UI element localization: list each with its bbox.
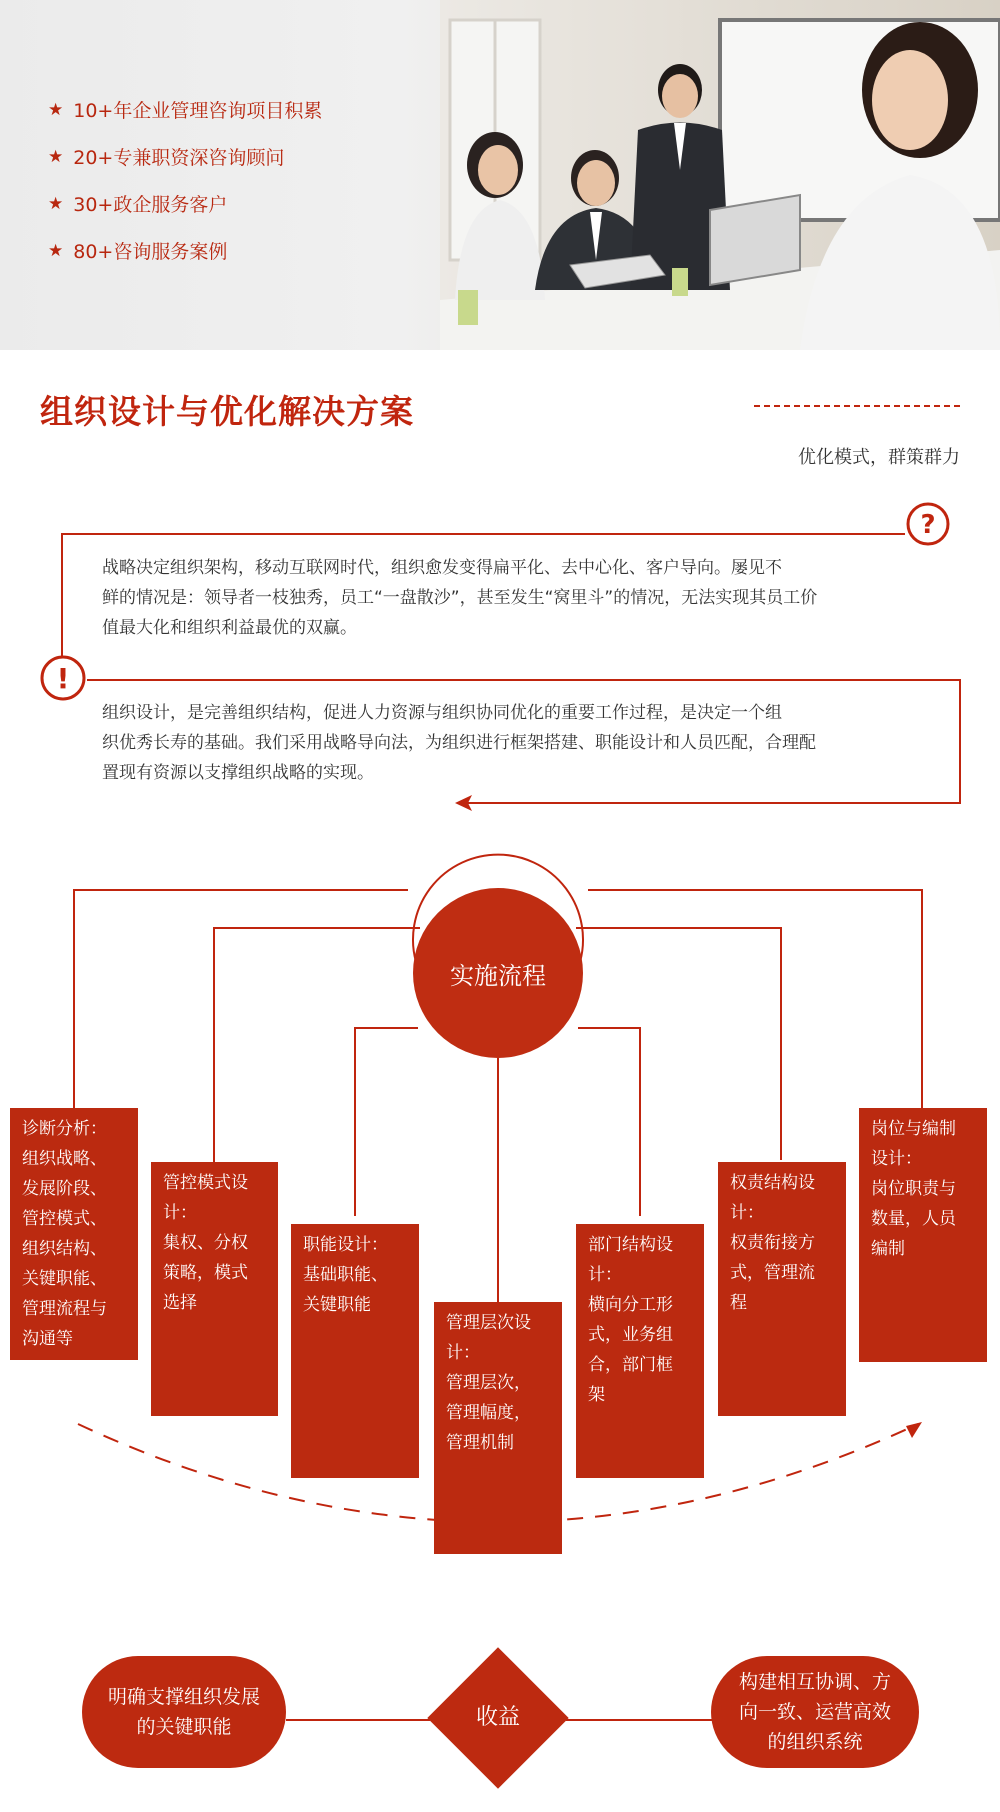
flow-step-department-structure: [576, 1224, 704, 1478]
process-center-circle: 实施流程: [413, 888, 583, 1058]
step-line: 架: [588, 1385, 605, 1405]
step-line: 合，部门框: [588, 1355, 673, 1375]
question-mark-icon: [908, 504, 948, 544]
hero-stat-text: 10+年企业管理咨询项目积累: [73, 100, 323, 122]
svg-text:!: !: [56, 662, 70, 695]
step-line: 式，业务组: [588, 1325, 673, 1345]
step-line: 选择: [163, 1293, 197, 1313]
step-line: 管控模式、: [22, 1209, 107, 1229]
star-icon: ★: [48, 99, 64, 120]
step-line: 式，管理流: [730, 1263, 815, 1283]
step-line: 计：: [446, 1343, 480, 1363]
step-line: 组织战略、: [22, 1149, 107, 1169]
step-line: 岗位与编制: [871, 1119, 956, 1139]
flow-step-management-levels: [434, 1302, 562, 1554]
step-line: 计：: [588, 1265, 622, 1285]
step-line: 沟通等: [22, 1329, 73, 1349]
section-title: 组织设计与优化解决方案: [40, 392, 414, 431]
benefit-line: 的关键职能: [136, 1716, 232, 1738]
step-line: 策略，模式: [163, 1263, 248, 1283]
hero-stat-text: 80+咨询服务案例: [73, 241, 228, 263]
answer-line: 组织设计，是完善组织结构，促进人力资源与组织协同优化的重要工作过程，是决定一个组: [102, 703, 782, 723]
step-line: 管理流程与: [22, 1299, 107, 1319]
hero-stat-text: 30+政企服务客户: [73, 194, 228, 216]
problem-line: 值最大化和组织利益最优的双赢。: [102, 618, 357, 638]
problem-line: 鲜的情况是：领导者一枝独秀，员工“一盘散沙”，甚至发生“窝里斗”的情况，无法实现其员工价: [102, 588, 818, 608]
step-line: 管理机制: [446, 1433, 514, 1453]
hero-stat-text: 20+专兼职资深咨询顾问: [73, 147, 285, 169]
step-line: 管理幅度，: [446, 1403, 531, 1423]
star-icon: ★: [48, 240, 64, 261]
flow-step-diagnosis: [10, 1108, 138, 1360]
star-icon: ★: [48, 193, 64, 214]
hero-stat-item: [48, 227, 322, 274]
step-line: 发展阶段、: [22, 1179, 107, 1199]
star-icon: ★: [48, 146, 64, 167]
step-line: 基础职能、: [303, 1265, 388, 1285]
flow-step-function-design: [291, 1224, 419, 1478]
problem-line: 战略决定组织架构，移动互联网时代，组织愈发变得扁平化、去中心化、客户导向。屡见不: [102, 558, 782, 578]
benefit-left: [82, 1656, 286, 1768]
hero-banner: [0, 0, 1000, 350]
answer-line: 置现有资源以支撑组织战略的实现。: [102, 763, 374, 783]
flow-step-control-mode: [151, 1162, 278, 1416]
step-line: 管理层次设: [446, 1313, 531, 1333]
benefit-right: [711, 1656, 919, 1768]
step-line: 岗位职责与: [871, 1179, 956, 1199]
benefit-line: 明确支撑组织发展: [107, 1686, 260, 1708]
benefit-line: 的组织系统: [767, 1731, 863, 1753]
step-line: 集权、分权: [163, 1233, 248, 1253]
flow-step-responsibility-structure: [718, 1162, 846, 1416]
answer-line: 织优秀长寿的基础。我们采用战略导向法，为组织进行框架搭建、职能设计和人员匹配，合理配: [102, 733, 816, 753]
exclamation-icon: [42, 657, 84, 699]
step-line: 计：: [163, 1203, 197, 1223]
step-line: 横向分工形: [588, 1295, 673, 1315]
benefit-line: 向一致、运营高效: [738, 1701, 891, 1723]
flow-step-post-staffing: [859, 1108, 987, 1362]
title-dash-divider: [754, 405, 960, 407]
step-line: 管理层次，: [446, 1373, 531, 1393]
step-line: 管控模式设: [163, 1173, 248, 1193]
step-line: 编制: [871, 1239, 905, 1259]
hero-stat-item: [48, 180, 322, 227]
hero-stat-item: [48, 133, 322, 180]
benefit-line: 构建相互协调、方: [738, 1671, 891, 1693]
step-line: 诊断分析：: [22, 1119, 107, 1139]
answer-text: [102, 698, 902, 788]
hero-stat-item: [48, 86, 322, 133]
benefit-label: 收益: [475, 1705, 520, 1730]
section-subtitle: 优化模式，群策群力: [798, 447, 960, 468]
step-line: 关键职能、: [22, 1269, 107, 1289]
step-line: 计：: [730, 1203, 764, 1223]
step-line: 权责衔接方: [730, 1233, 815, 1253]
svg-text:?: ?: [920, 510, 936, 540]
problem-text: [102, 553, 902, 643]
step-line: 组织结构、: [22, 1239, 107, 1259]
business-meeting-photo: [440, 0, 1000, 350]
step-line: 权责结构设: [730, 1173, 815, 1193]
step-line: 职能设计：: [303, 1235, 388, 1255]
step-line: 程: [730, 1293, 747, 1313]
step-line: 数量，人员: [871, 1209, 956, 1229]
step-line: 部门结构设: [588, 1235, 673, 1255]
step-line: 设计：: [871, 1149, 922, 1169]
hero-stats-list: [48, 86, 322, 274]
step-line: 关键职能: [303, 1295, 371, 1315]
